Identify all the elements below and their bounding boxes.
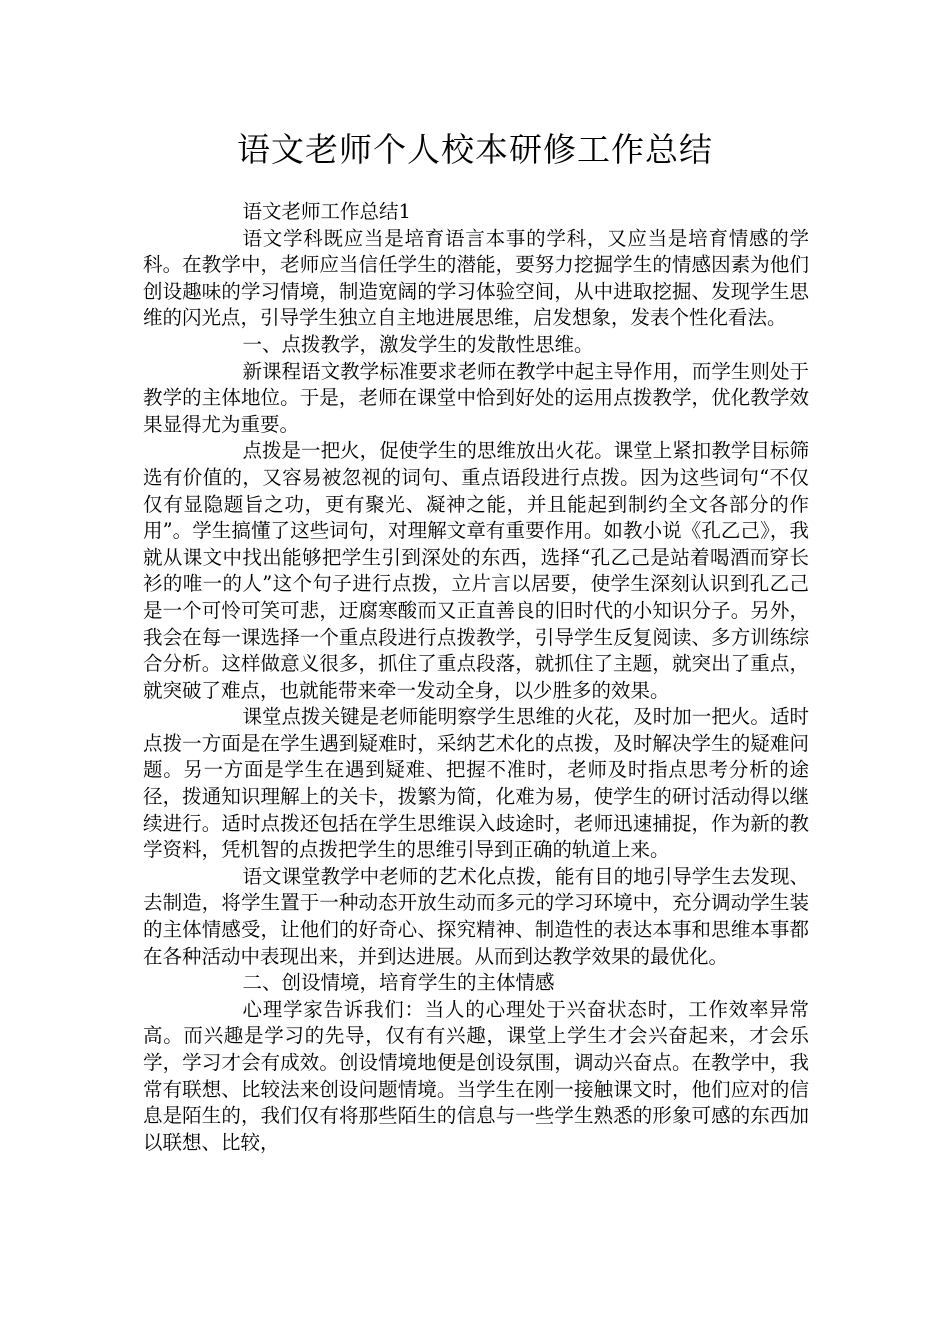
paragraph: 心理学家告诉我们：当人的心理处于兴奋状态时，工作效率异常高。而兴趣是学习的先导，仅有有兴趣，课堂上学生才会兴奋起来，才会乐学，学习才会有成效。创设情境地便是创设氛围，调动兴奋点。在教学中，我常有联想、比较法来创设问题情境。当学生在刚一接触课文时，他们应对的信息是陌生的，我们仅有将那些陌生的信息与一些学生熟悉的形象可感的东西加以联想、比较， <box>143 997 809 1154</box>
paragraph: 语文课堂教学中老师的艺术化点拨，能有目的地引导学生去发现、去制造，将学生置于一种动态开放生动而多元的学习环境中，充分调动学生装的主体情感受，让他们的好奇心、探究精神、制造性的表达本事和思维本事都在各种活动中表现出来，并到达进展。从而到达教学效果的最优化。 <box>143 864 809 968</box>
paragraph-intro: 语文学科既应当是培育语言本事的学科，又应当是培育情感的学科。在教学中，老师应当信任学生的潜能，要努力挖掘学生的情感因素为他们创设趣味的学习情境，制造宽阔的学习体验空间，从中进取挖掘、发现学生思维的闪光点，引导学生独立自主地进展思维，启发想象，发表个性化看法。 <box>143 226 809 330</box>
paragraph: 点拨是一把火，促使学生的思维放出火花。课堂上紧扣教学目标筛选有价值的，又容易被忽视的词句、重点语段进行点拨。因为这些词句“不仅仅有显隐题旨之功，更有聚光、凝神之能，并且能起到制约全文各部分的作用”。学生搞懂了这些词句，对理解文章有重要作用。如教小说《孔乙己》，我就从课文中找出能够把学生引到深处的东西，选择“孔乙己是站着喝酒而穿长衫的唯一的人”这个句子进行点拨，立片言以居要，使学生深刻认识到孔乙己是一个可怜可笑可悲，迂腐寒酸而又正直善良的旧时代的小知识分子。另外，我会在每一课选择一个重点段进行点拨教学，引导学生反复阅读、多方训练综合分析。这样做意义很多，抓住了重点段落，就抓住了主题，就突出了重点，就突破了难点，也就能带来牵一发动全身，以少胜多的效果。 <box>143 439 809 702</box>
paragraph: 新课程语文教学标准要求老师在教学中起主导作用，而学生则处于教学的主体地位。于是，老师在课堂中恰到好处的运用点拨教学，优化教学效果显得尤为重要。 <box>143 359 809 436</box>
section-subtitle: 语文老师工作总结1 <box>242 200 411 223</box>
section-heading-2: 二、创设情境，培育学生的主体情感 <box>242 971 555 995</box>
paragraph: 课堂点拨关键是老师能明察学生思维的火花，及时加一把火。适时点拨一方面是在学生遇到疑难时，采纳艺术化的点拨，及时解决学生的疑难问题。另一方面是学生在遇到疑难、把握不准时，老师及时指点思考分析的途径，拨通知识理解上的关卡，拨繁为简，化难为易，使学生的研讨活动得以继续进行。适时点拨还包括在学生思维误入歧途时，老师迅速捕捉，作为新的教学资料，凭机智的点拨把学生的思维引导到正确的轨道上来。 <box>143 705 809 862</box>
section-heading-1: 一、点拨教学，激发学生的发散性思维。 <box>242 332 594 356</box>
document-body <box>143 199 809 1156</box>
document-title: 语文老师个人校本研修工作总结 <box>237 130 713 169</box>
